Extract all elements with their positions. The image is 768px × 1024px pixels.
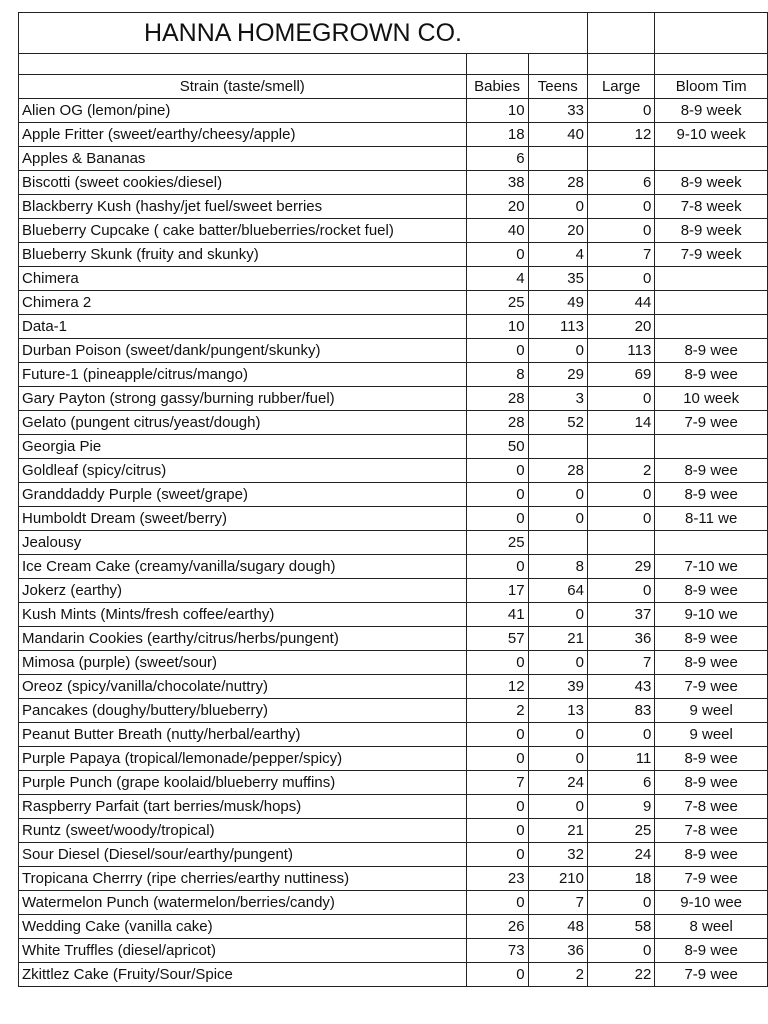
large-cell[interactable]: 0 xyxy=(587,939,654,963)
babies-cell[interactable]: 4 xyxy=(466,267,528,291)
large-cell[interactable]: 0 xyxy=(587,219,654,243)
babies-cell[interactable]: 0 xyxy=(466,651,528,675)
large-cell[interactable]: 7 xyxy=(587,651,654,675)
table-row xyxy=(19,579,768,603)
header-babies[interactable]: Babies xyxy=(466,75,528,99)
table-row xyxy=(19,339,768,363)
table-row xyxy=(19,843,768,867)
bloom-time-cell[interactable]: 8-9 wee xyxy=(655,579,768,603)
bloom-time-cell[interactable]: 7-8 wee xyxy=(655,819,768,843)
table-row xyxy=(19,243,768,267)
table-row xyxy=(19,651,768,675)
bloom-time-cell[interactable]: 8-9 wee xyxy=(655,939,768,963)
bloom-time-cell[interactable]: 7-10 we xyxy=(655,555,768,579)
header-strain[interactable]: Strain (taste/smell) xyxy=(19,75,467,99)
large-cell[interactable]: 0 xyxy=(587,387,654,411)
bloom-time-cell[interactable] xyxy=(655,267,768,291)
title-empty-cell[interactable] xyxy=(587,13,654,54)
table-row xyxy=(19,195,768,219)
strain-cell[interactable]: Future-1 (pineapple/citrus/mango) xyxy=(19,363,467,387)
teens-cell[interactable]: 0 xyxy=(528,795,587,819)
babies-cell[interactable]: 73 xyxy=(466,939,528,963)
babies-cell[interactable]: 0 xyxy=(466,459,528,483)
teens-cell[interactable]: 21 xyxy=(528,627,587,651)
strain-cell[interactable]: Durban Poison (sweet/dank/pungent/skunky) xyxy=(19,339,467,363)
strain-cell[interactable]: Georgia Pie xyxy=(19,435,467,459)
strain-cell[interactable]: Chimera xyxy=(19,267,467,291)
strain-cell[interactable]: Blueberry Cupcake ( cake batter/blueberries/rocket fuel) xyxy=(19,219,467,243)
table-row xyxy=(19,627,768,651)
table-row xyxy=(19,147,768,171)
strain-cell[interactable]: Watermelon Punch (watermelon/berries/candy) xyxy=(19,891,467,915)
strain-cell[interactable]: Ice Cream Cake (creamy/vanilla/sugary dough) xyxy=(19,555,467,579)
table-row xyxy=(19,411,768,435)
large-cell[interactable]: 113 xyxy=(587,339,654,363)
strain-cell[interactable]: Raspberry Parfait (tart berries/musk/hops) xyxy=(19,795,467,819)
large-cell[interactable]: 29 xyxy=(587,555,654,579)
strain-cell[interactable]: Tropicana Cherrry (ripe cherries/earthy nuttiness) xyxy=(19,867,467,891)
babies-cell[interactable]: 26 xyxy=(466,915,528,939)
table-row xyxy=(19,531,768,555)
table-row xyxy=(19,747,768,771)
sheet-title[interactable]: HANNA HOMEGROWN CO. xyxy=(19,13,588,54)
strain-cell[interactable]: Kush Mints (Mints/fresh coffee/earthy) xyxy=(19,603,467,627)
teens-cell[interactable]: 0 xyxy=(528,747,587,771)
empty-cell[interactable] xyxy=(528,54,587,75)
bloom-time-cell[interactable]: 7-9 week xyxy=(655,243,768,267)
teens-cell[interactable] xyxy=(528,147,587,171)
teens-cell[interactable]: 3 xyxy=(528,387,587,411)
strain-cell[interactable]: Jealousy xyxy=(19,531,467,555)
babies-cell[interactable]: 12 xyxy=(466,675,528,699)
bloom-time-cell[interactable]: 7-9 wee xyxy=(655,411,768,435)
teens-cell[interactable]: 36 xyxy=(528,939,587,963)
bloom-time-cell[interactable]: 8-9 week xyxy=(655,171,768,195)
babies-cell[interactable]: 0 xyxy=(466,891,528,915)
large-cell[interactable]: 25 xyxy=(587,819,654,843)
babies-cell[interactable]: 20 xyxy=(466,195,528,219)
babies-cell[interactable]: 40 xyxy=(466,219,528,243)
table-row xyxy=(19,963,768,987)
strain-cell[interactable]: Granddaddy Purple (sweet/grape) xyxy=(19,483,467,507)
strain-cell[interactable]: Data-1 xyxy=(19,315,467,339)
teens-cell[interactable]: 113 xyxy=(528,315,587,339)
babies-cell[interactable]: 0 xyxy=(466,243,528,267)
teens-cell[interactable]: 52 xyxy=(528,411,587,435)
large-cell[interactable]: 0 xyxy=(587,195,654,219)
bloom-time-cell[interactable]: 8-9 wee xyxy=(655,483,768,507)
babies-cell[interactable]: 25 xyxy=(466,291,528,315)
bloom-time-cell[interactable]: 8-9 week xyxy=(655,99,768,123)
large-cell[interactable]: 0 xyxy=(587,579,654,603)
babies-cell[interactable]: 0 xyxy=(466,507,528,531)
babies-cell[interactable]: 28 xyxy=(466,411,528,435)
table-row xyxy=(19,291,768,315)
header-large[interactable]: Large xyxy=(587,75,654,99)
strain-cell[interactable]: Pancakes (doughy/buttery/blueberry) xyxy=(19,699,467,723)
babies-cell[interactable]: 41 xyxy=(466,603,528,627)
babies-cell[interactable]: 50 xyxy=(466,435,528,459)
strain-cell[interactable]: Gary Payton (strong gassy/burning rubber/fuel) xyxy=(19,387,467,411)
table-row xyxy=(19,315,768,339)
babies-cell[interactable]: 0 xyxy=(466,795,528,819)
teens-cell[interactable]: 64 xyxy=(528,579,587,603)
bloom-time-cell[interactable]: 9 weel xyxy=(655,699,768,723)
bloom-time-cell[interactable]: 9-10 we xyxy=(655,603,768,627)
babies-cell[interactable]: 18 xyxy=(466,123,528,147)
table-row xyxy=(19,267,768,291)
bloom-time-cell[interactable]: 8-9 wee xyxy=(655,771,768,795)
table-row xyxy=(19,435,768,459)
large-cell[interactable]: 58 xyxy=(587,915,654,939)
large-cell[interactable]: 37 xyxy=(587,603,654,627)
bloom-time-cell[interactable]: 8-9 wee xyxy=(655,339,768,363)
table-row xyxy=(19,387,768,411)
babies-cell[interactable]: 25 xyxy=(466,531,528,555)
strain-cell[interactable]: Mimosa (purple) (sweet/sour) xyxy=(19,651,467,675)
strain-cell[interactable]: Runtz (sweet/woody/tropical) xyxy=(19,819,467,843)
teens-cell[interactable] xyxy=(528,531,587,555)
inventory-sheet xyxy=(18,12,768,987)
large-cell[interactable]: 6 xyxy=(587,771,654,795)
sheet-body xyxy=(19,13,768,987)
bloom-time-cell[interactable]: 8-9 wee xyxy=(655,363,768,387)
table-row xyxy=(19,459,768,483)
teens-cell[interactable]: 0 xyxy=(528,195,587,219)
large-cell[interactable]: 22 xyxy=(587,963,654,987)
babies-cell[interactable]: 38 xyxy=(466,171,528,195)
teens-cell[interactable]: 0 xyxy=(528,603,587,627)
table-row xyxy=(19,795,768,819)
blank-row xyxy=(19,54,768,75)
babies-cell[interactable]: 10 xyxy=(466,315,528,339)
bloom-time-cell[interactable]: 7-8 wee xyxy=(655,795,768,819)
empty-cell[interactable] xyxy=(655,54,768,75)
strain-cell[interactable]: Purple Papaya (tropical/lemonade/pepper/spicy) xyxy=(19,747,467,771)
strain-cell[interactable]: Oreoz (spicy/vanilla/chocolate/nuttry) xyxy=(19,675,467,699)
strain-cell[interactable]: Wedding Cake (vanilla cake) xyxy=(19,915,467,939)
empty-cell[interactable] xyxy=(466,54,528,75)
bloom-time-cell[interactable] xyxy=(655,147,768,171)
table-row xyxy=(19,219,768,243)
table-row xyxy=(19,363,768,387)
strain-cell[interactable]: Alien OG (lemon/pine) xyxy=(19,99,467,123)
large-cell[interactable]: 12 xyxy=(587,123,654,147)
table-row xyxy=(19,555,768,579)
table-row xyxy=(19,723,768,747)
table-row xyxy=(19,675,768,699)
table-row xyxy=(19,483,768,507)
table-row xyxy=(19,939,768,963)
strain-cell[interactable]: Blackberry Kush (hashy/jet fuel/sweet berries xyxy=(19,195,467,219)
large-cell[interactable]: 11 xyxy=(587,747,654,771)
large-cell[interactable]: 0 xyxy=(587,723,654,747)
bloom-time-cell[interactable]: 9-10 week xyxy=(655,123,768,147)
large-cell[interactable]: 0 xyxy=(587,267,654,291)
babies-cell[interactable]: 0 xyxy=(466,819,528,843)
bloom-time-cell[interactable]: 9-10 wee xyxy=(655,891,768,915)
large-cell[interactable]: 0 xyxy=(587,891,654,915)
strain-cell[interactable]: Gelato (pungent citrus/yeast/dough) xyxy=(19,411,467,435)
strain-cell[interactable]: Goldleaf (spicy/citrus) xyxy=(19,459,467,483)
babies-cell[interactable]: 0 xyxy=(466,555,528,579)
babies-cell[interactable]: 23 xyxy=(466,867,528,891)
large-cell[interactable]: 83 xyxy=(587,699,654,723)
teens-cell[interactable] xyxy=(528,435,587,459)
teens-cell[interactable]: 0 xyxy=(528,483,587,507)
teens-cell[interactable]: 33 xyxy=(528,99,587,123)
teens-cell[interactable]: 24 xyxy=(528,771,587,795)
bloom-time-cell[interactable]: 7-9 wee xyxy=(655,675,768,699)
table-row xyxy=(19,867,768,891)
teens-cell[interactable]: 32 xyxy=(528,843,587,867)
large-cell[interactable]: 44 xyxy=(587,291,654,315)
bloom-time-cell[interactable]: 8-9 wee xyxy=(655,747,768,771)
table-row xyxy=(19,123,768,147)
bloom-time-cell[interactable]: 7-9 wee xyxy=(655,963,768,987)
teens-cell[interactable]: 2 xyxy=(528,963,587,987)
strain-cell[interactable]: Zkittlez Cake (Fruity/Sour/Spice xyxy=(19,963,467,987)
large-cell[interactable]: 18 xyxy=(587,867,654,891)
large-cell[interactable]: 20 xyxy=(587,315,654,339)
strain-cell[interactable]: White Truffles (diesel/apricot) xyxy=(19,939,467,963)
bloom-time-cell[interactable]: 7-9 wee xyxy=(655,867,768,891)
babies-cell[interactable]: 0 xyxy=(466,723,528,747)
table-row xyxy=(19,771,768,795)
bloom-time-cell[interactable] xyxy=(655,531,768,555)
large-cell[interactable]: 6 xyxy=(587,171,654,195)
bloom-time-cell[interactable]: 10 week xyxy=(655,387,768,411)
teens-cell[interactable]: 40 xyxy=(528,123,587,147)
bloom-time-cell[interactable]: 8-11 we xyxy=(655,507,768,531)
babies-cell[interactable]: 7 xyxy=(466,771,528,795)
teens-cell[interactable]: 49 xyxy=(528,291,587,315)
title-empty-cell[interactable] xyxy=(655,13,768,54)
table-row xyxy=(19,171,768,195)
babies-cell[interactable]: 0 xyxy=(466,339,528,363)
teens-cell[interactable]: 13 xyxy=(528,699,587,723)
teens-cell[interactable]: 0 xyxy=(528,339,587,363)
large-cell[interactable]: 7 xyxy=(587,243,654,267)
teens-cell[interactable]: 4 xyxy=(528,243,587,267)
teens-cell[interactable]: 7 xyxy=(528,891,587,915)
strain-cell[interactable]: Apples & Bananas xyxy=(19,147,467,171)
teens-cell[interactable]: 35 xyxy=(528,267,587,291)
table-row xyxy=(19,99,768,123)
large-cell[interactable]: 0 xyxy=(587,483,654,507)
large-cell[interactable] xyxy=(587,435,654,459)
strain-cell[interactable]: Blueberry Skunk (fruity and skunky) xyxy=(19,243,467,267)
large-cell[interactable]: 0 xyxy=(587,99,654,123)
bloom-time-cell[interactable]: 8-9 wee xyxy=(655,651,768,675)
babies-cell[interactable]: 6 xyxy=(466,147,528,171)
babies-cell[interactable]: 0 xyxy=(466,843,528,867)
strain-cell[interactable]: Mandarin Cookies (earthy/citrus/herbs/pungent) xyxy=(19,627,467,651)
large-cell[interactable]: 36 xyxy=(587,627,654,651)
table-row xyxy=(19,915,768,939)
bloom-time-cell[interactable]: 8-9 week xyxy=(655,219,768,243)
bloom-time-cell[interactable] xyxy=(655,315,768,339)
large-cell[interactable]: 9 xyxy=(587,795,654,819)
babies-cell[interactable]: 28 xyxy=(466,387,528,411)
bloom-time-cell[interactable]: 7-8 week xyxy=(655,195,768,219)
large-cell[interactable] xyxy=(587,531,654,555)
bloom-time-cell[interactable] xyxy=(655,291,768,315)
large-cell[interactable]: 0 xyxy=(587,507,654,531)
strain-cell[interactable]: Humboldt Dream (sweet/berry) xyxy=(19,507,467,531)
babies-cell[interactable]: 2 xyxy=(466,699,528,723)
babies-cell[interactable]: 17 xyxy=(466,579,528,603)
babies-cell[interactable]: 10 xyxy=(466,99,528,123)
table-row xyxy=(19,819,768,843)
strain-cell[interactable]: Purple Punch (grape koolaid/blueberry muffins) xyxy=(19,771,467,795)
teens-cell[interactable]: 28 xyxy=(528,171,587,195)
table-row xyxy=(19,507,768,531)
babies-cell[interactable]: 0 xyxy=(466,963,528,987)
teens-cell[interactable]: 8 xyxy=(528,555,587,579)
babies-cell[interactable]: 0 xyxy=(466,483,528,507)
large-cell[interactable]: 43 xyxy=(587,675,654,699)
large-cell[interactable] xyxy=(587,147,654,171)
teens-cell[interactable]: 0 xyxy=(528,507,587,531)
strain-cell[interactable]: Biscotti (sweet cookies/diesel) xyxy=(19,171,467,195)
strain-cell[interactable]: Chimera 2 xyxy=(19,291,467,315)
table-row xyxy=(19,603,768,627)
empty-cell[interactable] xyxy=(587,54,654,75)
large-cell[interactable]: 14 xyxy=(587,411,654,435)
large-cell[interactable]: 24 xyxy=(587,843,654,867)
bloom-time-cell[interactable]: 9 weel xyxy=(655,723,768,747)
teens-cell[interactable]: 29 xyxy=(528,363,587,387)
babies-cell[interactable]: 8 xyxy=(466,363,528,387)
teens-cell[interactable]: 210 xyxy=(528,867,587,891)
title-row xyxy=(19,13,768,54)
bloom-time-cell[interactable] xyxy=(655,435,768,459)
large-cell[interactable]: 69 xyxy=(587,363,654,387)
table-row xyxy=(19,891,768,915)
teens-cell[interactable]: 48 xyxy=(528,915,587,939)
strain-cell[interactable]: Jokerz (earthy) xyxy=(19,579,467,603)
header-teens[interactable]: Teens xyxy=(528,75,587,99)
large-cell[interactable]: 2 xyxy=(587,459,654,483)
header-row xyxy=(19,75,768,99)
teens-cell[interactable]: 21 xyxy=(528,819,587,843)
teens-cell[interactable]: 0 xyxy=(528,651,587,675)
table-row xyxy=(19,699,768,723)
babies-cell[interactable]: 0 xyxy=(466,747,528,771)
strain-cell[interactable]: Apple Fritter (sweet/earthy/cheesy/apple) xyxy=(19,123,467,147)
teens-cell[interactable]: 39 xyxy=(528,675,587,699)
empty-cell[interactable] xyxy=(19,54,467,75)
teens-cell[interactable]: 0 xyxy=(528,723,587,747)
babies-cell[interactable]: 57 xyxy=(466,627,528,651)
bloom-time-cell[interactable]: 8 weel xyxy=(655,915,768,939)
bloom-time-cell[interactable]: 8-9 wee xyxy=(655,627,768,651)
teens-cell[interactable]: 28 xyxy=(528,459,587,483)
teens-cell[interactable]: 20 xyxy=(528,219,587,243)
strain-cell[interactable]: Sour Diesel (Diesel/sour/earthy/pungent) xyxy=(19,843,467,867)
strain-cell[interactable]: Peanut Butter Breath (nutty/herbal/earthy) xyxy=(19,723,467,747)
bloom-time-cell[interactable]: 8-9 wee xyxy=(655,843,768,867)
bloom-time-cell[interactable]: 8-9 wee xyxy=(655,459,768,483)
header-bloom-time[interactable]: Bloom Tim xyxy=(655,75,768,99)
